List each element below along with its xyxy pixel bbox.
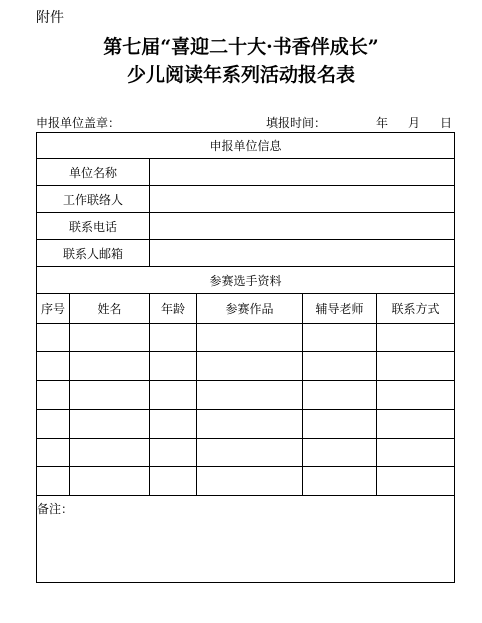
table-cell[interactable] (303, 324, 377, 352)
table-cell[interactable] (37, 381, 70, 410)
unit-field-row (37, 213, 455, 240)
table-cell[interactable] (150, 467, 197, 496)
unit-seal-label: 申报单位盖章： (36, 116, 121, 130)
attachment-label: 附件 (36, 10, 64, 26)
table-cell[interactable] (37, 324, 70, 352)
fill-time-label: 填报时间： (266, 116, 327, 130)
registration-form-table (36, 132, 455, 583)
section-header-row (37, 267, 455, 294)
unit-field-label: 联系人邮箱 (37, 240, 150, 267)
contact-person-input[interactable] (150, 186, 455, 213)
remark-row (37, 496, 455, 583)
table-cell[interactable] (150, 381, 197, 410)
table-cell[interactable] (377, 381, 455, 410)
table-cell[interactable] (303, 381, 377, 410)
table-cell[interactable] (303, 410, 377, 439)
unit-field-label: 单位名称 (37, 159, 150, 186)
table-cell[interactable] (303, 439, 377, 467)
table-cell[interactable] (197, 324, 303, 352)
column-header: 联系方式 (377, 294, 455, 324)
column-header: 辅导老师 (303, 294, 377, 324)
table-cell[interactable] (70, 410, 150, 439)
table-cell[interactable] (37, 467, 70, 496)
unit-field-label: 工作联络人 (37, 186, 150, 213)
table-cell[interactable] (37, 352, 70, 381)
table-cell[interactable] (150, 324, 197, 352)
remark-field[interactable] (37, 496, 455, 583)
contestant-row (37, 439, 455, 467)
year-label: 年 (376, 116, 389, 130)
table-cell[interactable] (303, 352, 377, 381)
remark-label: 备注： (37, 502, 74, 516)
table-cell[interactable] (377, 439, 455, 467)
table-cell[interactable] (303, 467, 377, 496)
table-cell[interactable] (70, 352, 150, 381)
column-header: 年龄 (150, 294, 197, 324)
phone-input[interactable] (150, 213, 455, 240)
contestant-row (37, 381, 455, 410)
table-cell[interactable] (197, 381, 303, 410)
form-title-line1: 第七届“喜迎二十大·书香伴成长” (103, 36, 379, 58)
table-cell[interactable] (197, 439, 303, 467)
contestant-row (37, 410, 455, 439)
section-contestants: 参赛选手资料 (37, 267, 455, 294)
unit-field-row (37, 240, 455, 267)
unit-field-row (37, 186, 455, 213)
contestant-header-row (37, 294, 455, 324)
column-header: 序号 (37, 294, 70, 324)
table-cell[interactable] (377, 352, 455, 381)
table-cell[interactable] (197, 352, 303, 381)
table-cell[interactable] (377, 410, 455, 439)
table-cell[interactable] (37, 410, 70, 439)
table-cell[interactable] (150, 410, 197, 439)
unit-name-input[interactable] (150, 159, 455, 186)
table-cell[interactable] (377, 467, 455, 496)
contestant-row (37, 352, 455, 381)
section-header-row (37, 133, 455, 159)
day-label: 日 (440, 116, 453, 130)
table-cell[interactable] (150, 352, 197, 381)
table-cell[interactable] (37, 439, 70, 467)
form-title-line2: 少儿阅读年系列活动报名表 (126, 64, 355, 86)
column-header: 参赛作品 (197, 294, 303, 324)
table-cell[interactable] (150, 439, 197, 467)
column-header: 姓名 (70, 294, 150, 324)
table-cell[interactable] (70, 324, 150, 352)
section-unit-info: 申报单位信息 (37, 133, 455, 159)
table-cell[interactable] (70, 439, 150, 467)
contestant-row (37, 324, 455, 352)
table-cell[interactable] (70, 467, 150, 496)
email-input[interactable] (150, 240, 455, 267)
table-cell[interactable] (197, 410, 303, 439)
table-cell[interactable] (377, 324, 455, 352)
table-cell[interactable] (197, 467, 303, 496)
unit-field-row (37, 159, 455, 186)
table-cell[interactable] (70, 381, 150, 410)
month-label: 月 (408, 116, 421, 130)
contestant-row (37, 467, 455, 496)
unit-field-label: 联系电话 (37, 213, 150, 240)
